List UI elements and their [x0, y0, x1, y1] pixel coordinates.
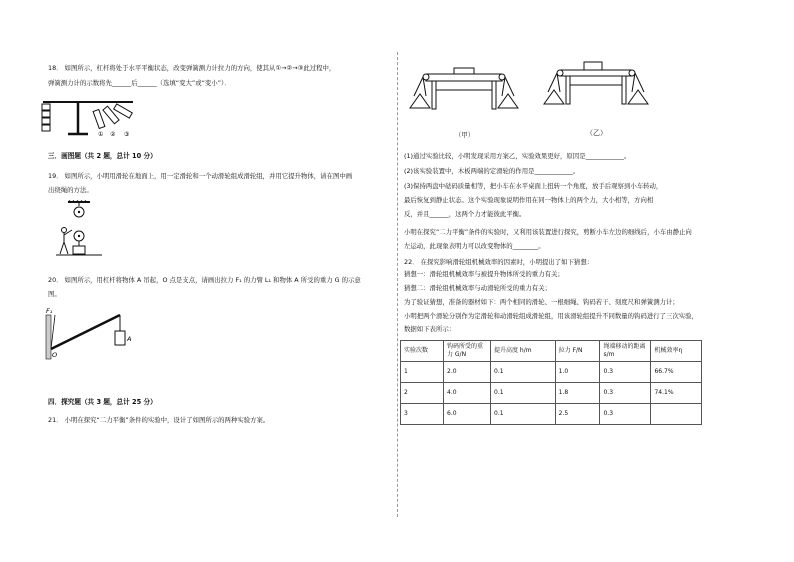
q21-part4-line2: 左运动，此现象表明力可以改变物体的________。 — [404, 242, 545, 250]
q22-equipment: 为了验证猜想，准备的器材如下：两个相同的滑轮、一根细绳、钩码若干、刻度尺和弹簧测力计； — [404, 298, 679, 306]
q22-guess1: 猜想一：滑轮组机械效率与被提升物体所受的重力有关； — [404, 270, 564, 278]
table-header: 绳端移动的距离 s/m — [600, 341, 651, 362]
figure-caption-jia: （甲） — [455, 131, 475, 139]
table-cell: 74.1% — [651, 383, 702, 404]
q18-line2: 弹簧测力计的示数将先______后______（选填“变大”或“变小”）． — [48, 79, 231, 87]
q22-line1: 22． 在探究影响滑轮组机械效率的因素时，小明提出了如下猜想： — [404, 258, 594, 266]
table-cell: 1 — [401, 362, 444, 383]
table-cell: 0.1 — [491, 404, 556, 425]
q22-guess2: 猜想二：滑轮组机械效率与动滑轮所受的重力有关； — [404, 284, 551, 292]
column-divider — [397, 52, 398, 517]
q21-setup-figure-jia — [404, 62, 524, 122]
q20-line1: 20． 如图所示，用杠杆将物体 A 吊起，O 点是支点，请画出拉力 F₁ 的力臂 L₁ 和物体 A 所受的重力 G 的示意 — [48, 276, 361, 284]
q19-line1: 19． 如图所示，小明用滑轮在地面上，用一定滑轮和一个动滑轮组成滑轮组，并用它提升物体，请在图中画 — [48, 172, 353, 180]
q19-pulley-figure — [56, 200, 106, 260]
q21-setup-figure-yi — [540, 58, 650, 118]
q20-lever-figure — [38, 305, 138, 363]
table-header: 提升高度 h/m — [491, 341, 556, 362]
q18-label-1: ① — [98, 131, 104, 138]
table-cell: 0.3 — [600, 362, 651, 383]
table-cell — [651, 404, 702, 425]
table-header: 机械效率η — [651, 341, 702, 362]
section4-heading: 四．探究题（共 3 题，总计 25 分） — [48, 398, 157, 406]
table-cell: 0.3 — [600, 383, 651, 404]
q21-part3-line3: 反，并且______，这两个力才能彼此平衡。 — [404, 210, 526, 218]
q18-lever-figure — [38, 92, 138, 138]
figure-caption-yi: （乙） — [586, 129, 607, 137]
q20-label-f1: F₁ — [46, 307, 53, 315]
q19-line2: 出绕绳的方法。 — [48, 186, 93, 194]
table-header-row — [401, 341, 702, 362]
q21-line1: 21． 小明在探究“二力平衡”条件的实验中，设计了如图所示的两种实验方案。 — [48, 416, 270, 424]
table-cell: 4.0 — [444, 383, 491, 404]
table-header: 钩码所受的重力 G/N — [444, 341, 491, 362]
q18-label-3: ③ — [124, 131, 130, 138]
table-row — [401, 404, 702, 425]
q22-data-table — [400, 340, 702, 425]
q22-method: 小明把两个滑轮分别作为定滑轮和动滑轮组成滑轮组，用该滑轮组提升不同数量的钩码进行了三次实验， — [404, 312, 698, 320]
table-cell: 1.8 — [555, 383, 600, 404]
q18-label-2: ② — [110, 131, 116, 138]
table-header: 拉力 F/N — [555, 341, 600, 362]
q22-data-intro: 数据如下表所示： — [404, 325, 456, 333]
table-cell: 0.1 — [491, 362, 556, 383]
table-cell: 2.0 — [444, 362, 491, 383]
table-cell: 0.3 — [600, 404, 651, 425]
q21-part3-line1: (3)保持两盘中砝码质量相等，把小车在水平桌面上扭转一个角度，放手后观察到小车转动， — [404, 182, 663, 190]
table-cell: 3 — [401, 404, 444, 425]
table-cell: 0.1 — [491, 383, 556, 404]
table-cell: 1.0 — [555, 362, 600, 383]
q21-part4-line1: 小明在探究“二力平衡”条件的实验时，又利用该装置进行探究，剪断小车左边的细线后，小车由静止向 — [404, 228, 692, 236]
q20-line2: 图。 — [48, 290, 61, 298]
q21-part3-line2: 最后恢复到静止状态。这个实验现象说明作用在同一物体上的两个力，大小相等，方向相 — [404, 196, 654, 204]
table-row — [401, 383, 702, 404]
q18-line1: 18． 如图所示，杠杆将处于水平平衡状态，改变弹簧测力计拉力的方向，使其从①→②→③此过程中， — [48, 64, 336, 72]
q20-label-a: A — [127, 335, 132, 343]
table-cell: 2.5 — [555, 404, 600, 425]
section3-heading: 三．画图题（共 2 题，总计 10 分） — [48, 152, 157, 160]
table-cell: 66.7% — [651, 362, 702, 383]
table-cell: 6.0 — [444, 404, 491, 425]
table-row — [401, 362, 702, 383]
table-cell: 2 — [401, 383, 444, 404]
table-header: 实验次数 — [401, 341, 444, 362]
q21-part2: (2)该实验装置中，木板两端的定滑轮的作用是____________。 — [404, 167, 580, 175]
q21-part1: (1)通过实验比较，小明发现采用方案乙，实验效果更好，原因是____________。 — [404, 152, 631, 160]
q20-label-o: O — [52, 351, 58, 359]
